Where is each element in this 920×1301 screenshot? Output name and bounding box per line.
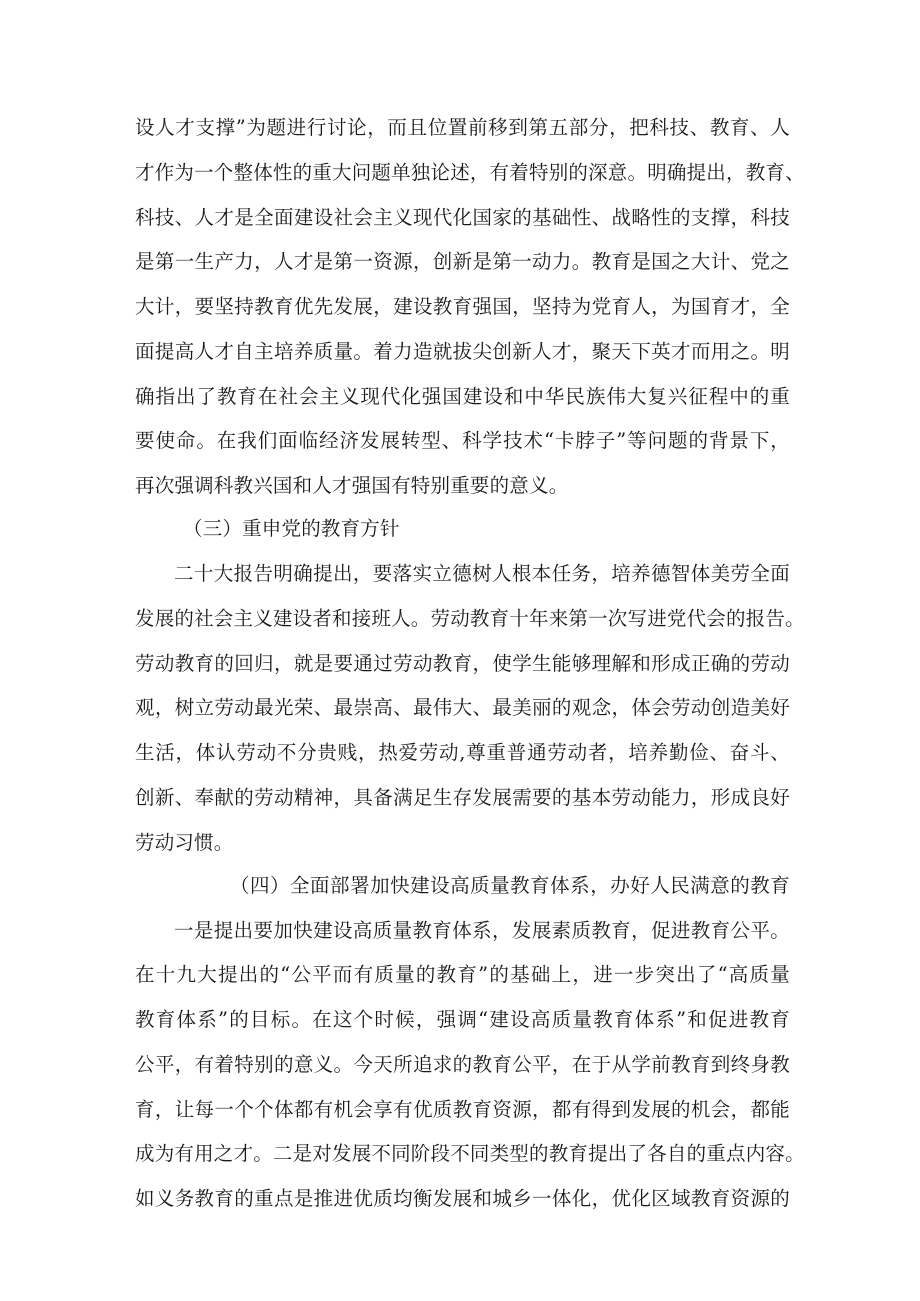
paragraph-line: 在十九大提出的“公平而有质量的教育”的基础上，进一步突出了“高质量 [135, 963, 790, 986]
paragraph-line: 二十大报告明确提出，要落实立德树人根本任务，培养德智体美劳全面 [174, 562, 790, 585]
paragraph-line: 大计，要坚持教育优先发展，建设教育强国，坚持为党育人，为国育才，全 [135, 295, 790, 318]
paragraph-line: 发展的社会主义建设者和接班人。劳动教育十年来第一次写进党代会的报告。 [135, 607, 805, 630]
paragraph-line: 育，让每一个个体都有机会享有优质教育资源，都有得到发展的机会，都能 [135, 1098, 790, 1121]
paragraph-line: 一是提出要加快建设高质量教育体系，发展素质教育，促进教育公平。 [174, 919, 790, 942]
paragraph-line: 劳动教育的回归，就是要通过劳动教育，使学生能够理解和形成正确的劳动 [135, 652, 790, 675]
paragraph-line: 创新、奉献的劳动精神，具备满足生存发展需要的基本劳动能力，形成良好 [135, 786, 790, 809]
paragraph-line: 劳动习惯。 [135, 831, 234, 854]
section-heading-4: （四）全面部署加快建设高质量教育体系，办好人民满意的教育 [230, 874, 790, 897]
paragraph-line: 再次强调科教兴国和人才强国有特别重要的意义。 [135, 474, 569, 497]
paragraph-line: 确指出了教育在社会主义现代化强国建设和中华民族伟大复兴征程中的重 [135, 385, 790, 408]
paragraph-line: 才作为一个整体性的重大问题单独论述，有着特别的深意。明确提出，教育、 [135, 161, 805, 184]
paragraph-line: 教育体系”的目标。在这个时候，强调“建设高质量教育体系”和促进教育 [135, 1008, 790, 1031]
paragraph-line: 面提高人才自主培养质量。着力造就拔尖创新人才，聚天下英才而用之。明 [135, 340, 790, 363]
paragraph-line: 要使命。在我们面临经济发展转型、科学技术“卡脖子”等问题的背景下， [135, 429, 790, 452]
paragraph-line: 生活，体认劳动不分贵贱，热爱劳动,尊重普通劳动者，培养勤俭、奋斗、 [135, 741, 790, 764]
section-heading-3: （三）重申党的教育方针 [183, 517, 400, 540]
paragraph-line: 科技、人才是全面建设社会主义现代化国家的基础性、战略性的支撑，科技 [135, 206, 790, 229]
paragraph-line: 如义务教育的重点是推进优质均衡发展和城乡一体化，优化区域教育资源的 [135, 1187, 790, 1210]
paragraph-line: 观，树立劳动最光荣、最崇高、最伟大、最美丽的观念，体会劳动创造美好 [135, 696, 790, 719]
paragraph-line: 设人才支撑”为题进行讨论，而且位置前移到第五部分，把科技、教育、人 [135, 116, 790, 139]
paragraph-line: 公平，有着特别的意义。今天所追求的教育公平，在于从学前教育到终身教 [135, 1053, 790, 1076]
paragraph-line: 是第一生产力，人才是第一资源，创新是第一动力。教育是国之大计、党之 [135, 250, 790, 273]
paragraph-line: 成为有用之才。二是对发展不同阶段不同类型的教育提出了各自的重点内容。 [135, 1142, 805, 1165]
